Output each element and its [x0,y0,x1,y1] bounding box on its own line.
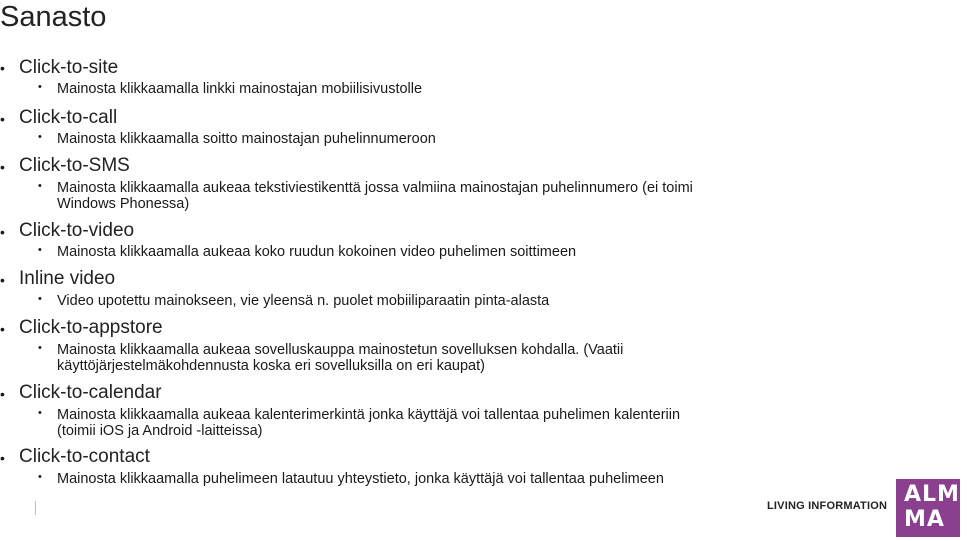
bullet-icon: • [0,321,5,337]
term-heading: Click-to-SMS [19,155,130,176]
bullet-icon: • [38,293,42,305]
bullet-icon: • [38,244,42,256]
description-line: Windows Phonessa) [57,196,190,212]
term-description [57,180,867,212]
bullet-icon: • [38,180,42,192]
bullet-icon: • [38,131,42,143]
bullet-icon: • [0,386,5,402]
term-heading: Click-to-contact [19,446,150,467]
footer-tagline: LIVING INFORMATION [767,500,888,512]
term-heading: Inline video [19,268,116,289]
bullet-icon: • [0,224,5,240]
bullet-icon: • [0,60,5,76]
bullet-icon: • [0,272,5,288]
term-heading: Click-to-calendar [19,382,162,403]
term-description: Mainosta klikkaamalla puhelimeen latautuu yhteystieto, jonka käyttäjä voi tallentaa puhelimeen [57,471,664,487]
description-line: Mainosta klikkaamalla aukeaa tekstiviestikenttä jossa valmiina mainostajan puhelinnumero (ei toimi [57,180,693,196]
term-heading: Click-to-call [19,107,118,128]
description-line: Mainosta klikkaamalla aukeaa kalenterimerkintä jonka käyttäjä voi tallentaa puhelimen kalenteriin [57,407,681,423]
term-description: Video upotettu mainokseen, vie yleensä n. puolet mobiiliparaatin pinta-alasta [57,293,550,309]
footer-divider [35,501,36,515]
description-line: (toimii iOS ja Android -laitteissa) [57,423,263,439]
bullet-icon: • [0,450,5,466]
term-description [57,407,867,439]
page-title: Sanasto [0,1,107,33]
term-description: Mainosta klikkaamalla linkki mainostajan mobiilisivustolle [57,81,423,97]
logo-text-line2: MA [904,507,945,532]
alma-logo [896,479,978,537]
term-heading: Click-to-video [19,220,135,241]
logo-text-line1: ALMA [904,482,978,507]
bullet-icon: • [38,81,42,93]
description-line: Mainosta klikkaamalla aukeaa sovelluskauppa mainostetun sovelluksen kohdalla. (Vaatii [57,342,624,358]
bullet-icon: • [38,407,42,419]
bullet-icon: • [38,342,42,354]
term-description: Mainosta klikkaamalla soitto mainostajan puhelinnumeroon [57,131,436,147]
bullet-icon: • [0,159,5,175]
term-description [57,342,867,374]
bullet-icon: • [0,111,5,127]
description-line: käyttöjärjestelmäkohdennusta koska eri sovelluksilla on eri kaupat) [57,358,485,374]
bullet-icon: • [38,471,42,483]
term-heading: Click-to-site [19,57,119,78]
term-heading: Click-to-appstore [19,317,163,338]
term-description: Mainosta klikkaamalla aukeaa koko ruudun kokoinen video puhelimen soittimeen [57,244,577,260]
